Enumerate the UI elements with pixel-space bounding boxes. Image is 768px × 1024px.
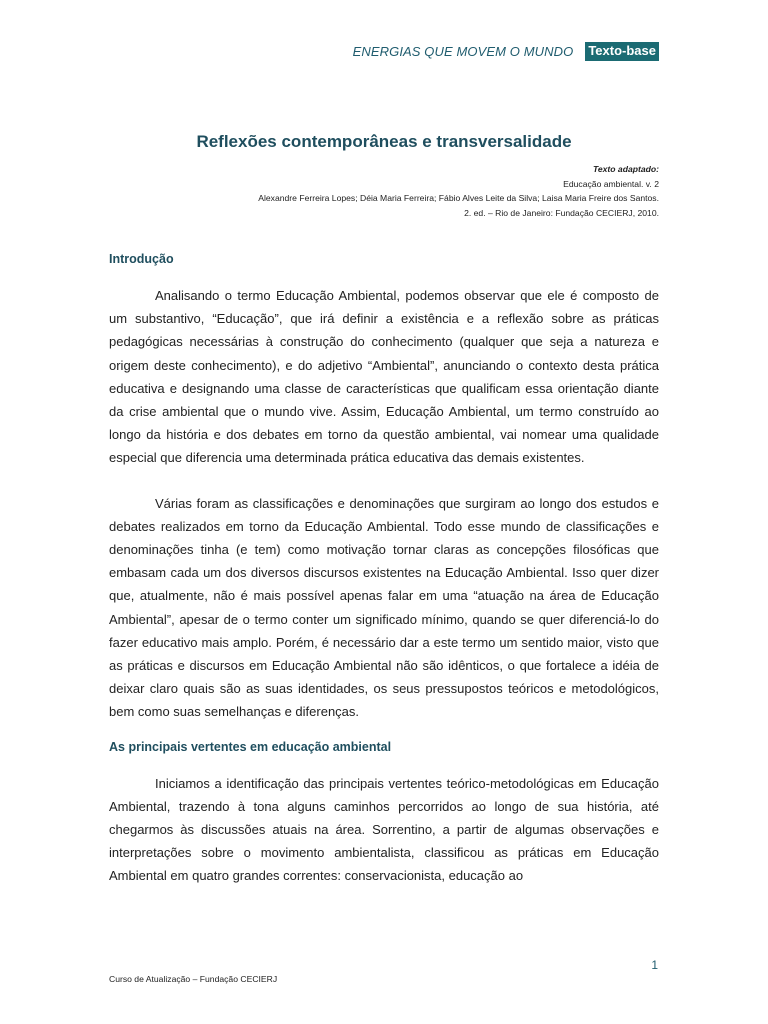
section-heading-vertentes: As principais vertentes em educação ambiental [109,739,392,754]
body-paragraph: Várias foram as classificações e denominações que surgiram ao longo dos estudos e debates realizados em torno da Educação Ambiental. Todo esse mundo de classificações e denominações tinha (e tem) como motivação tornar claras as concepções filosóficas que embasam cada um dos diversos discursos existentes na Educação Ambiental. Isso quer dizer que, atualmente, não é mais possível apenas falar em uma “atuação na área de Educação Ambiental”, apesar de o termo conter um significado mínimo, quando se quer diferenciá-lo do fazer educativo mais amplo. Porém, é necessário dar a este termo um sentido maior, visto que as práticas e discursos em Educação Ambiental não são idênticos, o que fortalece a idéia de deixar claro quais são as suas identidades, os seus pressupostos teóricos e metodológicos, bem como suas semelhanças e diferenças. [109,495,659,720]
document-body [109,252,659,888]
source-citation [258,162,659,220]
document-title: Reflexões contemporâneas e transversalidade [196,132,572,151]
source-label: Texto adaptado: [592,164,659,174]
body-paragraph: Iniciamos a identificação das principais vertentes teórico-metodológicas em Educação Ambiental, trazendo à tona alguns caminhos percorridos ao longo de sua história, até chegarmos às discussões atuais na área. Sorrentino, a partir de algumas observações e interpretações sobre o movimento ambientalista, classificou as práticas em Educação Ambiental em quatro grandes correntes: conservacionista, educação ao [109,775,659,884]
body-paragraph: Analisando o termo Educação Ambiental, podemos observar que ele é composto de um substantivo, “Educação”, que irá definir a existência e a reflexão sobre as práticas pedagógicas necessárias à construção do conhecimento (qualquer que seja a natureza e origem deste conhecimento), e do adjetivo “Ambiental”, anunciando o contexto desta prática educativa e designando uma classe de características que qualificam essa orientação diante da crise ambiental que o mundo vive. Assim, Educação Ambiental, um termo construído ao longo da história e dos debates em torno da questão ambiental, vai nomear uma qualidade especial que diferencia uma determinada prática educativa das demais existentes. [109,288,659,466]
source-line-publication: Educação ambiental. v. 2 [563,178,659,189]
running-header [353,42,659,61]
source-line-edition: 2. ed. – Rio de Janeiro: Fundação CECIERJ, 2010. [464,207,659,218]
section-heading-introducao: Introdução [109,252,174,266]
footer-course-name: Curso de Atualização – Fundação CECIERJ [109,974,278,984]
header-series-title: ENERGIAS QUE MOVEM O MUNDO [352,44,574,59]
header-badge: Texto-base [585,42,659,61]
page-number: 1 [651,958,658,972]
source-line-authors: Alexandre Ferreira Lopes; Déia Maria Ferreira; Fábio Alves Leite da Silva; Laisa Maria Freire dos Santos. [258,193,659,204]
